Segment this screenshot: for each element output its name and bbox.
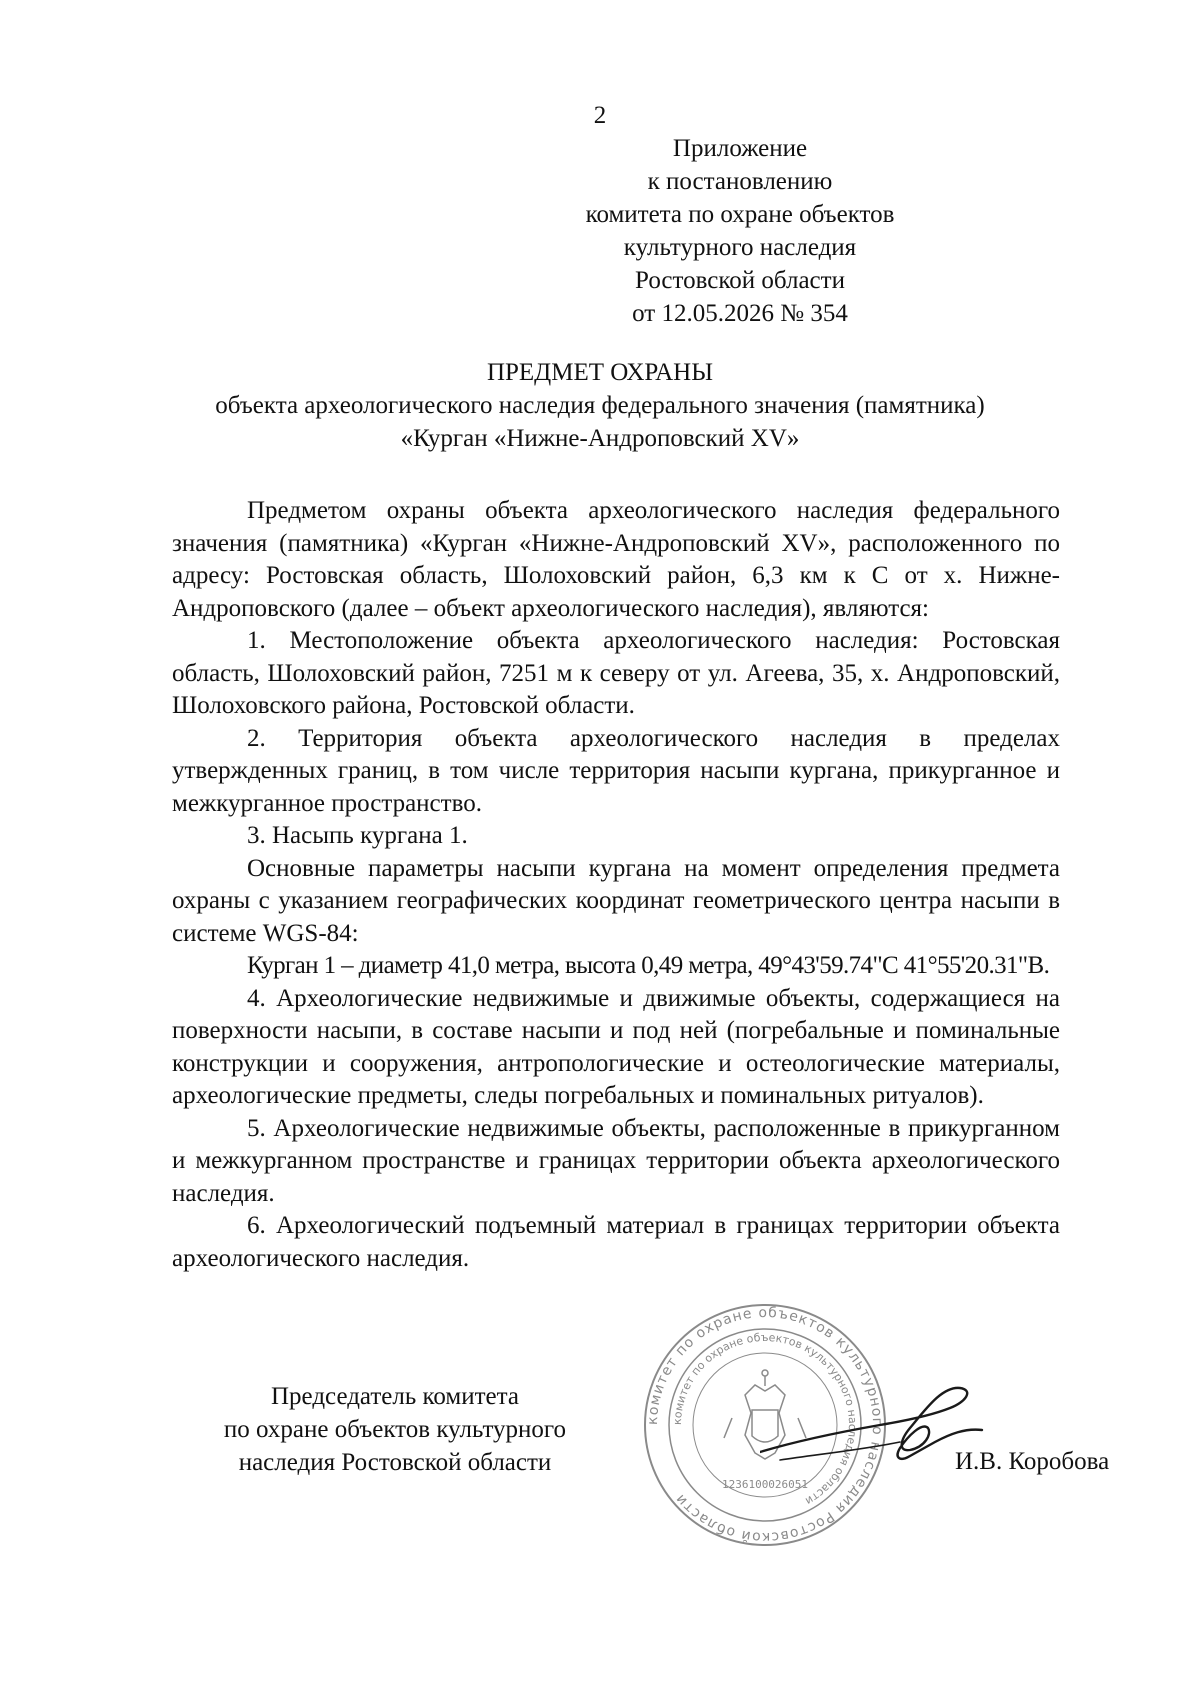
body-paragraph-intro: Предметом охраны объекта археологического наследия федерального значения (памятника) «Курган «Нижне-Андроповский XV», расположенного по адресу: Ростовская область, Шолоховский район, 6,3 км к С от х. Нижне-Андроповского (далее – объект археологического наследия), являются:: [172, 497, 1060, 622]
signatory-name: И.В. Коробова: [955, 1448, 1110, 1475]
stamp-number-text: 1236100026051: [721, 1478, 809, 1491]
body-paragraph-item-3: 3. Насыпь кургана 1.: [247, 822, 468, 849]
signatory-position-line: Председатель комитета: [271, 1383, 519, 1410]
body-paragraph-parameters: Основные параметры насыпи кургана на момент определения предмета охраны с указанием географических координат геометрического центра насыпи в системе WGS-84:: [172, 854, 1060, 947]
appendix-date-line: от 12.05.2026 № 354: [632, 300, 848, 327]
body-paragraph-item-6: 6. Археологический подъемный материал в границах территории объекта археологического наследия.: [172, 1212, 1060, 1272]
appendix-header: [450, 132, 1030, 330]
body-paragraph-item-2: 2. Территория объекта археологического наследия в пределах утвержденных границ, в том числе территория насыпи кургана, прикурганное и межкурганное пространство.: [172, 724, 1060, 817]
title-object-name: «Курган «Нижне-Андроповский XV»: [400, 425, 800, 452]
signatory-position-line: по охране объектов культурного: [223, 1416, 567, 1443]
signatory-position: [145, 1380, 645, 1479]
appendix-line: Ростовской области: [635, 267, 845, 294]
document-body: [172, 495, 1060, 1275]
body-paragraph-item-1: 1. Местоположение объекта археологического наследия: Ростовская область, Шолоховский район, 7251 м к северу от ул. Агеева, 35, х. Андроповский, Шолоховского района, Ростовской области.: [172, 627, 1060, 719]
signatory-position-line: наследия Ростовской области: [238, 1449, 552, 1476]
body-paragraph-coordinates: Курган 1 – диаметр 41,0 метра, высота 0,49 метра, 49°43'59.74"С 41°55'20.31"В.: [247, 952, 1050, 979]
document-title: [150, 356, 1050, 455]
page-number: 2: [593, 102, 607, 129]
appendix-line: Приложение: [672, 135, 808, 162]
stamp-outer-text: комитет по охране объектов культурного наследия Ростовской области: [644, 1304, 886, 1546]
body-paragraph-item-5: 5. Археологические недвижимые объекты, расположенные в прикурганном и межкурганном пространстве и границах территории объекта археологического наследия.: [172, 1114, 1060, 1207]
appendix-line: к постановлению: [647, 168, 833, 195]
stamp-inner-text: комитет по охране объектов культурного наследия области: [670, 1330, 860, 1508]
title-heading: ПРЕДМЕТ ОХРАНЫ: [486, 359, 714, 386]
body-paragraph-item-4: 4. Археологические недвижимые и движимые объекты, содержащиеся на поверхности насыпи, в составе насыпи и под ней (погребальные и поминальные конструкции и сооружения, антропологические и остеологические материалы, археологические предметы, следы погребальных и поминальных ритуалов).: [172, 984, 1060, 1109]
title-subheading: объекта археологического наследия федерального значения (памятника): [215, 392, 985, 419]
appendix-line: комитета по охране объектов: [585, 201, 895, 228]
appendix-line: культурного наследия: [623, 234, 857, 261]
